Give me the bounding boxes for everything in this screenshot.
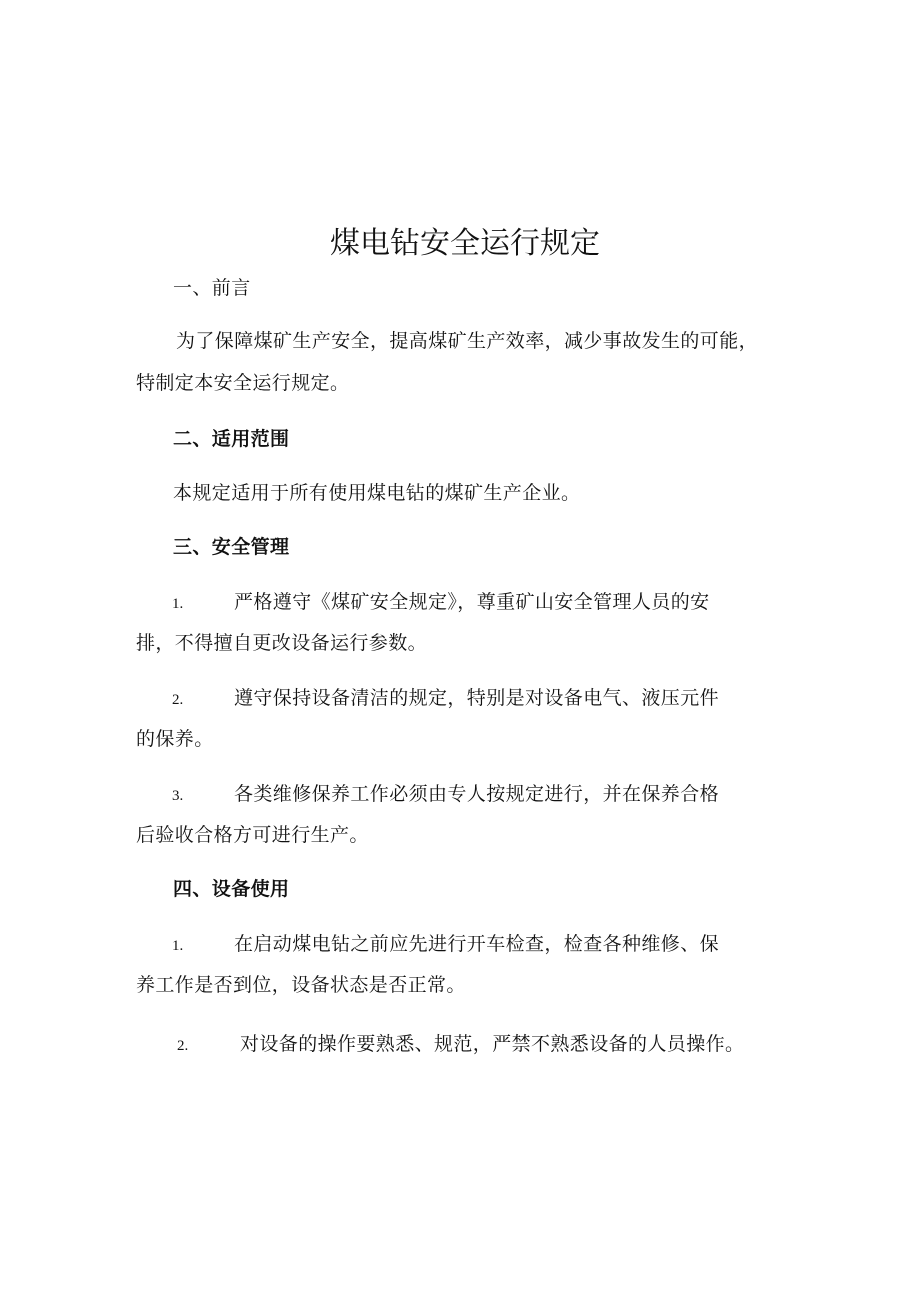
list-item-line-2: 养工作是否到位，设备状态是否正常。 [136,974,466,996]
list-item-line-1: 在启动煤电钻之前应先进行开车检查，检查各种维修、保 [234,933,720,955]
section-heading-equipment-use: 四、设备使用 [173,878,290,900]
section-heading-safety-management: 三、安全管理 [173,536,290,558]
list-item-number: 3. [172,788,184,804]
list-item-number: 1. [172,596,184,612]
list-item-line-2: 排，不得擅自更改设备运行参数。 [136,632,428,654]
list-item-line-2: 的保养。 [136,728,214,750]
list-item-line-1: 各类维修保养工作必须由专人按规定进行，并在保养合格 [234,783,720,805]
list-item-number: 2. [177,1038,189,1054]
list-item-number: 2. [172,692,184,708]
list-item-line-1: 遵守保持设备清洁的规定，特别是对设备电气、液压元件 [234,687,720,709]
section-heading-preface: 一、前言 [173,277,251,299]
list-item-line-1: 对设备的操作要熟悉、规范，严禁不熟悉设备的人员操作。 [240,1033,745,1055]
preface-paragraph-line-2: 特制定本安全运行规定。 [136,372,350,394]
preface-paragraph-line-1: 为了保障煤矿生产安全，提高煤矿生产效率，减少事故发生的可能， [176,330,759,352]
list-item-line-2: 后验收合格方可进行生产。 [136,824,369,846]
list-item-line-1: 严格遵守《煤矿安全规定》，尊重矿山安全管理人员的安 [234,591,710,613]
list-item-number: 1. [172,938,184,954]
scope-paragraph: 本规定适用于所有使用煤电钻的煤矿生产企业。 [173,482,581,504]
section-heading-scope: 二、适用范围 [173,428,290,450]
document-title: 煤电钻安全运行规定 [330,226,600,261]
